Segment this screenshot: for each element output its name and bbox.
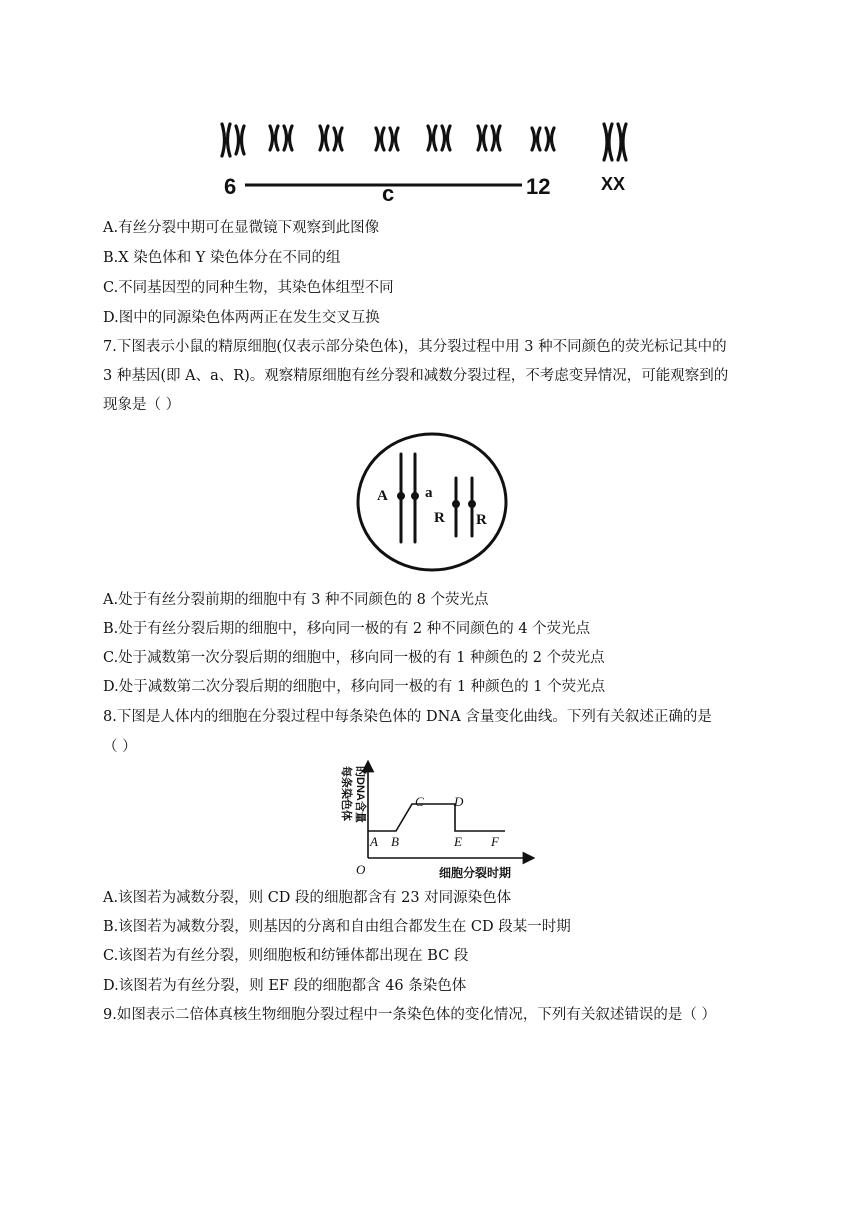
group-start-label: 6 [224,174,237,199]
x-axis-label: 细胞分裂时期 [439,866,512,880]
chromosome-pair-11 [478,126,500,150]
q7-option-a: A.处于有丝分裂前期的细胞中有 3 种不同颜色的 8 个荧光点 [103,592,489,608]
q6-option-c: C.不同基因型的同种生物，其染色体组型不同 [103,280,394,296]
q6-option-a: A.有丝分裂中期可在显微镜下观察到此图像 [103,220,380,236]
origin-label: O [356,862,366,877]
q7-stem-line-2: 3 种基因(即 A、a、R)。观察精原细胞有丝分裂和减数分裂过程，不考虑变异情况，可能观察到的 [103,368,729,384]
chromosome-pair-x [604,124,626,160]
gene-label-a: a [425,485,433,501]
q9-stem: 9.如图表示二倍体真核生物细胞分裂过程中一条染色体的变化情况，下列有关叙述错误的是（ ） [103,1007,716,1023]
chromosome-pair-10 [428,126,450,150]
chromosome-pair-8 [320,126,342,150]
group-end-label: 12 [526,174,551,199]
sperm-cell-figure [352,430,512,580]
chromosome-pair-6 [222,124,244,156]
dna-curve [368,804,505,831]
q6-option-d: D.图中的同源染色体两两正在发生交叉互换 [103,310,380,326]
gene-label-A: A [377,488,388,504]
q8-option-d: D.该图若为有丝分裂，则 EF 段的细胞都含 46 条染色体 [103,978,467,994]
q8-stem-line-1: 8.下图是人体内的细胞在分裂过程中每条染色体的 DNA 含量变化曲线。下列有关叙述正确的是 [103,709,712,725]
q8-option-c: C.该图若为有丝分裂，则细胞板和纺锤体都出现在 BC 段 [103,948,469,964]
point-label-F: F [491,834,499,849]
q7-option-b: B.处于有丝分裂后期的细胞中，移向同一极的有 2 种不同颜色的 4 个荧光点 [103,621,591,637]
point-label-E: E [454,834,462,849]
chromosome-pair-7 [270,126,292,150]
q7-stem-line-3: 现象是（ ） [103,397,181,413]
dna-content-graph [325,760,535,885]
chromosome-pair-12 [532,128,554,150]
point-label-B: B [391,834,399,849]
group-label: c [382,181,395,206]
point-label-D: D [454,794,464,809]
point-label-A: A [370,834,378,849]
q8-option-b: B.该图若为减数分裂，则基因的分离和自由组合都发生在 CD 段某一时期 [103,919,571,935]
chromosome-pair-9 [376,128,398,150]
y-axis-label-line2: 的DNA含量 [354,766,366,823]
gene-label-R2: R [476,512,487,528]
point-label-C: C [415,794,424,809]
gene-label-R1: R [434,510,445,526]
q7-option-c: C.处于减数第一次分裂后期的细胞中，移向同一极的有 1 种颜色的 2 个荧光点 [103,650,605,666]
q8-stem-line-2: （ ） [103,739,137,755]
y-axis-label-line1: 每条染色体 [340,766,352,821]
q7-option-d: D.处于减数第二次分裂后期的细胞中，移向同一极的有 1 种颜色的 1 个荧光点 [103,679,606,695]
q8-option-a: A.该图若为减数分裂，则 CD 段的细胞都含有 23 对同源染色体 [103,890,512,906]
q7-stem-line-1: 7.下图表示小鼠的精原细胞(仅表示部分染色体)，其分裂过程中用 3 种不同颜色的荧光标记其中的 [103,339,727,355]
sex-chromosome-label: XX [601,174,626,194]
karyotype-figure [200,112,660,212]
q6-option-b: B.X 染色体和 Y 染色体分在不同的组 [103,250,341,266]
